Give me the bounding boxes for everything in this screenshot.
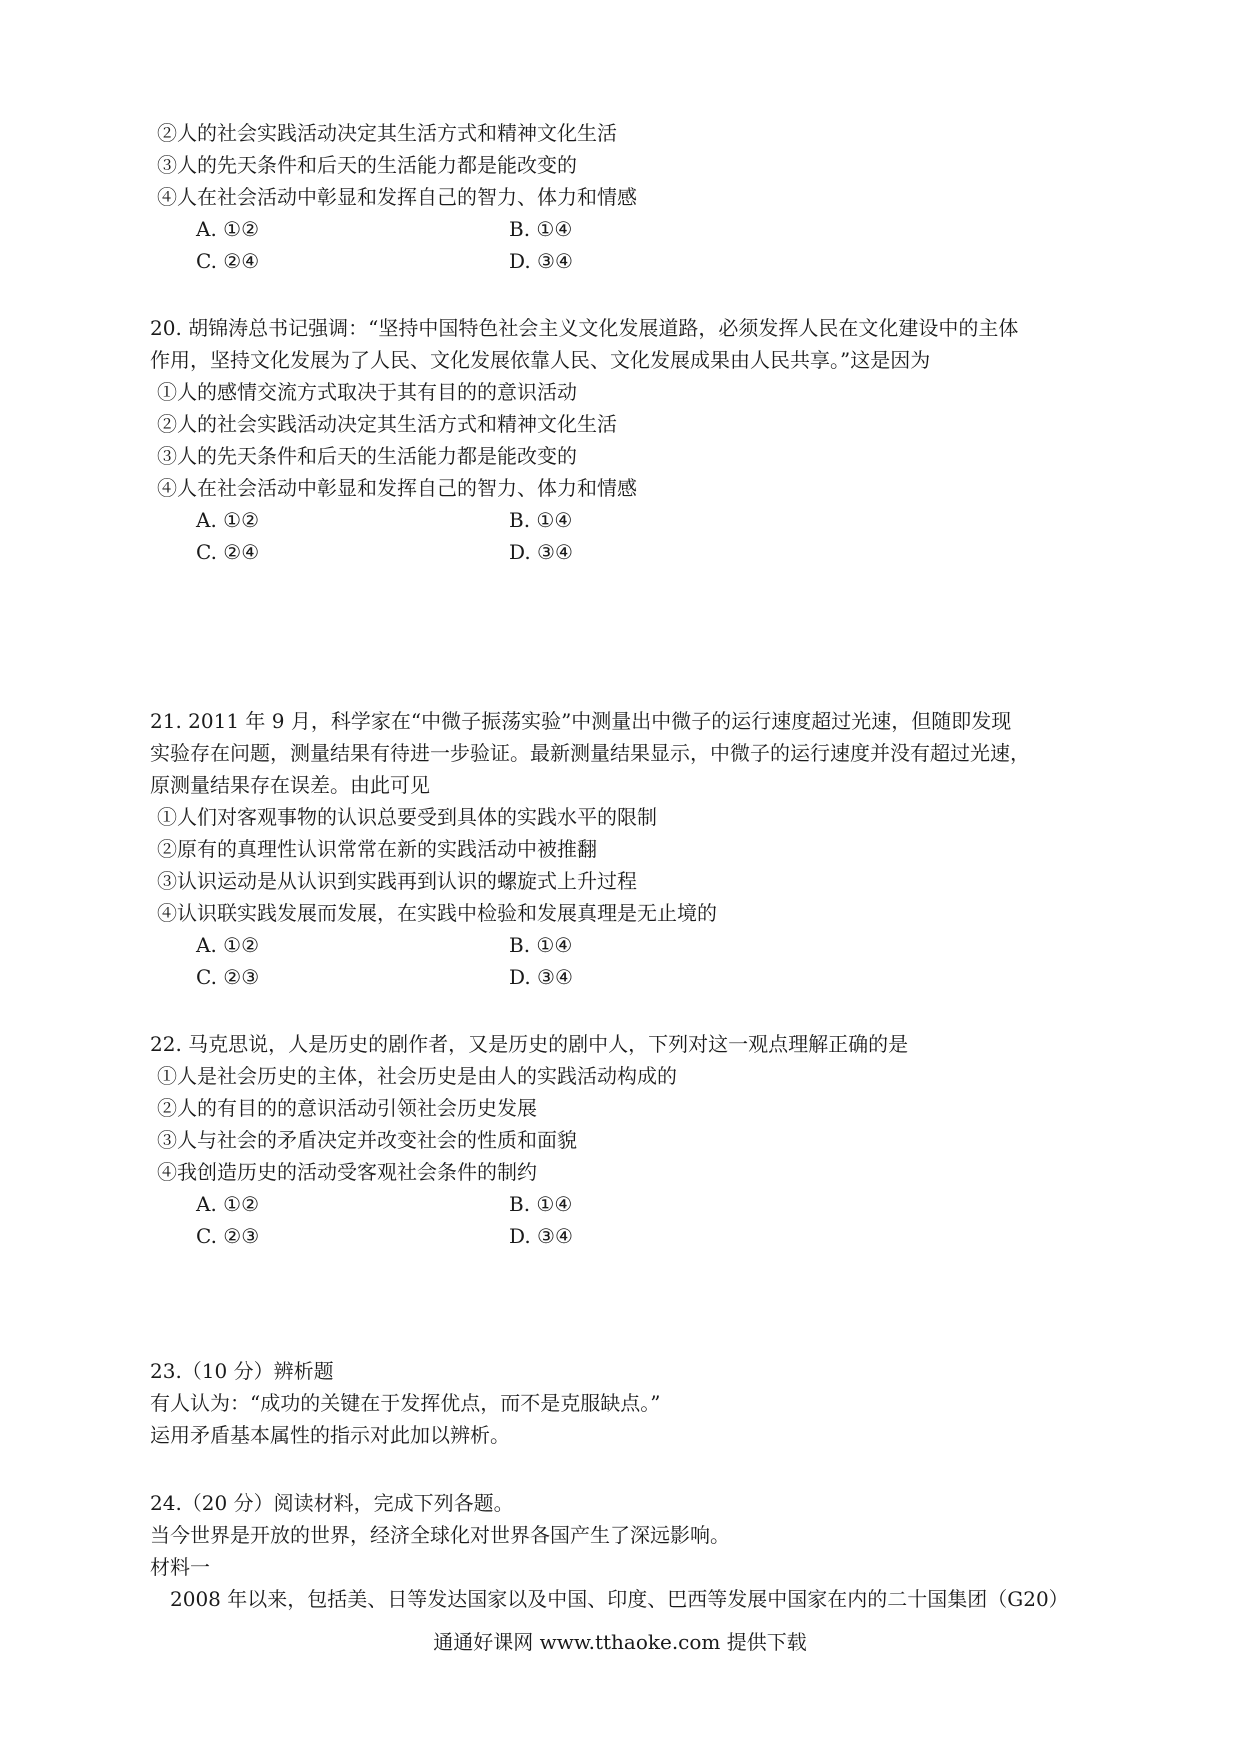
q21-option-c: C. ②③ — [196, 965, 260, 989]
q24-line-1: 当今世界是开放的世界，经济全球化对世界各国产生了深远影响。 — [150, 1523, 730, 1547]
q20-option-c: C. ②④ — [196, 540, 260, 564]
q19-option-c: C. ②④ — [196, 249, 260, 273]
q19-option-a: A. ①② — [196, 217, 260, 241]
q21-option-a: A. ①② — [196, 933, 260, 957]
q22-option-a: A. ①② — [196, 1192, 260, 1216]
q20-item-3: ③人的先天条件和后天的生活能力都是能改变的 — [157, 444, 577, 468]
q22-item-3: ③人与社会的矛盾决定并改变社会的性质和面貌 — [157, 1128, 577, 1152]
q22-option-c: C. ②③ — [196, 1224, 260, 1248]
q20-item-2: ②人的社会实践活动决定其生活方式和精神文化生活 — [157, 412, 617, 436]
q24-material-line-1: 2008 年以来，包括美、日等发达国家以及中国、印度、巴西等发展中国家在内的二十国集团（G20） — [170, 1587, 1069, 1611]
page-footer: 通通好课网 www.tthaoke.com 提供下载 — [433, 1630, 807, 1654]
q19-item-2: ②人的社会实践活动决定其生活方式和精神文化生活 — [157, 121, 617, 145]
q21-stem-line-1: 21. 2011 年 9 月，科学家在“中微子振荡实验”中测量出中微子的运行速度超过光速，但随即发现 — [150, 709, 1012, 733]
q21-item-1: ①人们对客观事物的认识总要受到具体的实践水平的限制 — [157, 805, 657, 829]
q19-option-d: D. ③④ — [509, 249, 573, 273]
q22-item-4: ④我创造历史的活动受客观社会条件的制约 — [157, 1160, 537, 1184]
q21-stem-line-2: 实验存在问题，测量结果有待进一步验证。最新测量结果显示，中微子的运行速度并没有超过光速， — [150, 741, 1030, 765]
q23-line-2: 运用矛盾基本属性的指示对此加以辨析。 — [150, 1423, 510, 1447]
q23-line-1: 有人认为：“成功的关键在于发挥优点，而不是克服缺点。” — [150, 1391, 661, 1415]
q23-title: 23.（10 分）辨析题 — [150, 1359, 334, 1383]
q20-item-1: ①人的感情交流方式取决于其有目的的意识活动 — [157, 380, 577, 404]
q22-stem-line-1: 22. 马克思说，人是历史的剧作者，又是历史的剧中人，下列对这一观点理解正确的是 — [150, 1032, 909, 1056]
q24-material-label: 材料一 — [150, 1555, 210, 1579]
q21-stem-line-3: 原测量结果存在误差。由此可见 — [150, 773, 430, 797]
q20-option-b: B. ①④ — [509, 508, 573, 532]
q21-option-d: D. ③④ — [509, 965, 573, 989]
q20-stem-line-2: 作用，坚持文化发展为了人民、文化发展依靠人民、文化发展成果由人民共享。”这是因为 — [150, 348, 931, 372]
q21-item-3: ③认识运动是从认识到实践再到认识的螺旋式上升过程 — [157, 869, 637, 893]
q19-item-3: ③人的先天条件和后天的生活能力都是能改变的 — [157, 153, 577, 177]
q21-option-b: B. ①④ — [509, 933, 573, 957]
q20-option-d: D. ③④ — [509, 540, 573, 564]
q22-option-d: D. ③④ — [509, 1224, 573, 1248]
q22-item-2: ②人的有目的的意识活动引领社会历史发展 — [157, 1096, 537, 1120]
q20-item-4: ④人在社会活动中彰显和发挥自己的智力、体力和情感 — [157, 476, 637, 500]
q19-option-b: B. ①④ — [509, 217, 573, 241]
q22-option-b: B. ①④ — [509, 1192, 573, 1216]
q20-option-a: A. ①② — [196, 508, 260, 532]
q19-item-4: ④人在社会活动中彰显和发挥自己的智力、体力和情感 — [157, 185, 637, 209]
q21-item-2: ②原有的真理性认识常常在新的实践活动中被推翻 — [157, 837, 597, 861]
q22-item-1: ①人是社会历史的主体，社会历史是由人的实践活动构成的 — [157, 1064, 677, 1088]
q24-title: 24.（20 分）阅读材料，完成下列各题。 — [150, 1491, 514, 1515]
q21-item-4: ④认识联实践发展而发展，在实践中检验和发展真理是无止境的 — [157, 901, 717, 925]
q20-stem-line-1: 20. 胡锦涛总书记强调：“坚持中国特色社会主义文化发展道路，必须发挥人民在文化建设中的主体 — [150, 316, 1019, 340]
